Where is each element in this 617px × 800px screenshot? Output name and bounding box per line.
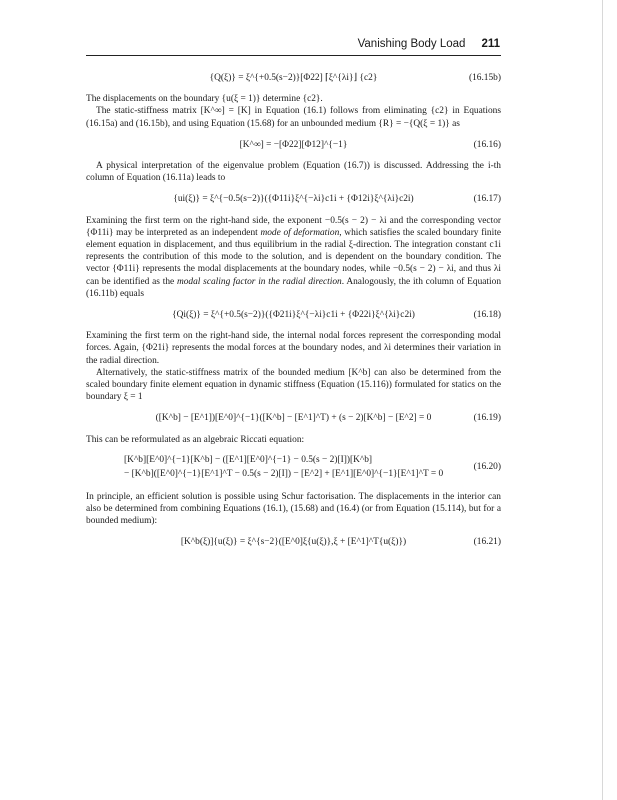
- paragraph: The displacements on the boundary {u(ξ = 1)} determine {c2}.: [86, 94, 323, 105]
- paragraph: [86, 215, 501, 300]
- paragraph: Alternatively, the static-stiffness matrix of the bounded medium [K^b] can also be determined from the scaled boundary finite element equation in dynamic stiffness (Equation (15.116)) formulated for statics on the boundary ξ = 1: [86, 367, 501, 403]
- equation-16-15b: [86, 72, 501, 84]
- paragraph: This can be reformulated as an algebraic Riccati equation:: [86, 434, 305, 445]
- equation-number: (16.15b): [468, 73, 501, 83]
- equation-expression: ([K^b] − [E^1])[E^0]^{−1}([K^b] − [E^1]^T) + (s − 2)[K^b] − [E^2] = 0: [155, 413, 432, 424]
- paragraph: The static-stiffness matrix [K^∞] = [K] in Equation (16.1) follows from eliminating {c2} in Equations (16.15a) and (16.15b), and using Equation (15.68) for an unbounded medium {R} = −{Q(ξ = 1)} as: [86, 106, 501, 129]
- equation-16-21: [86, 536, 501, 548]
- equation-line: [K^b][E^0]^{−1}[K^b] − ([E^1][E^0]^{−1} − 0.5(s − 2)[I])[K^b]: [124, 454, 373, 465]
- equation-number: (16.20): [473, 461, 501, 472]
- equation-16-20: [86, 453, 501, 481]
- running-title: Vanishing Body Load: [357, 38, 466, 50]
- paragraph: A physical interpretation of the eigenvalue problem (Equation (16.7)) is discussed. Addressing the i-th column of Equation (16.11a) leads to: [86, 161, 501, 184]
- paragraph-text: , which satisfies the scaled boundary finite element equation in displacement, and thus equilibrium in the radial ξ-direction. The integration constant c1i represents the contribution of this mode to the solution, and is dependent on the boundary condition. The vector {Φ11i} represents the modal displacements at the boundary nodes, while −0.5(s − 2) − λi, and thus λi can be identified as the: [86, 227, 501, 287]
- header-rule: [86, 55, 501, 56]
- paragraph-text: Examining the first term on the right-hand side, the exponent −0.5(s − 2) − λi and the corresponding vector {Φ11i} may be interpreted as an independent: [86, 215, 501, 238]
- paragraph-text: . Analogously, the ith column of Equation (16.11b) equals: [86, 276, 502, 299]
- equation-expression: [K^∞] = −[Φ22][Φ12]^{−1}: [239, 139, 348, 150]
- emphasis-mode-of-deformation: mode of deformation: [260, 227, 340, 238]
- equation-expression: {Qi(ξ)} = ξ^{+0.5(s−2)}({Φ21i}ξ^{−λi}c1i + {Φ22i}ξ^{λi}c2i): [172, 310, 415, 321]
- equation-number: (16.21): [473, 537, 501, 548]
- page-edge-line: [602, 0, 603, 800]
- equation-number: (16.18): [473, 310, 501, 321]
- running-header: [100, 38, 500, 50]
- equation-number: (16.16): [473, 139, 501, 150]
- equation-line: − [K^b]([E^0]^{−1}[E^1]^T − 0.5(s − 2)[I]) − [E^2] + [E^1][E^0]^{−1}[E^1]^T = 0: [124, 468, 444, 479]
- paragraph: In principle, an efficient solution is possible using Schur factorisation. The displacements in the interior can also be determined from combining Equations (16.1), (15.68) and (16.4) (or from Equation (15.114), but for a bounded medium):: [86, 491, 501, 527]
- body-text: [86, 63, 501, 558]
- page-number: 211: [481, 38, 500, 50]
- equation-16-16: [86, 139, 501, 151]
- equation-16-17: [86, 193, 501, 205]
- equation-16-19: [86, 412, 501, 424]
- emphasis-modal-scaling-factor: modal scaling factor in the radial direction: [176, 276, 342, 287]
- equation-number: (16.17): [473, 194, 501, 205]
- paragraph: Examining the first term on the right-hand side, the internal nodal forces represent the corresponding modal forces. Again, {Φ21i} represents the modal forces at the boundary nodes, and λi determines their variation in the radial direction.: [86, 331, 501, 366]
- equation-number: (16.19): [473, 413, 501, 424]
- equation-16-18: [86, 309, 501, 321]
- equation-expression: {Q(ξ)} = ξ^{+0.5(s−2)}[Φ22] ⌈ξ^{λi}⌋ {c2}: [209, 73, 378, 83]
- equation-expression: {ui(ξ)} = ξ^{−0.5(s−2)}({Φ11i}ξ^{−λi}c1i + {Φ12i}ξ^{λi}c2i): [173, 194, 414, 205]
- equation-expression: [K^b(ξ)]{u(ξ)} = ξ^{s−2}([E^0]ξ{u(ξ)},ξ + [E^1]^T{u(ξ)}): [180, 537, 407, 548]
